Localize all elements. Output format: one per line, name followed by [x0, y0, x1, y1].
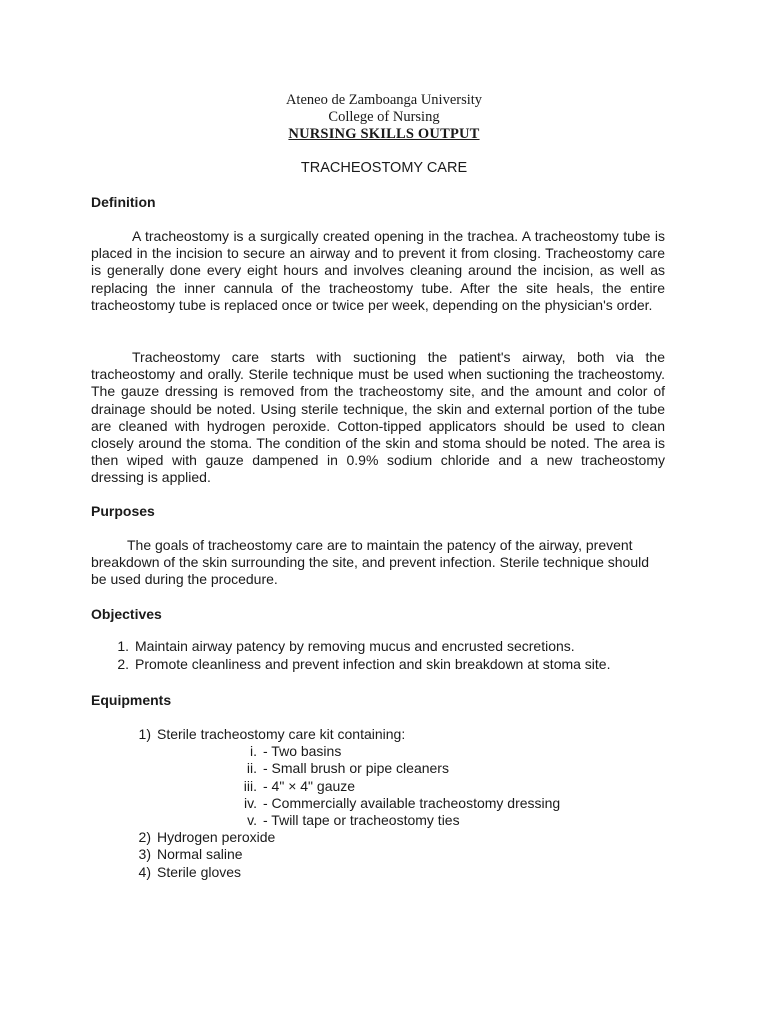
- list-item-number: 2.: [117, 655, 129, 672]
- output-title: NURSING SKILLS OUTPUT: [288, 126, 480, 142]
- list-item: [91, 864, 691, 881]
- list-item-number: 4): [138, 863, 151, 880]
- sublist-item-text: - Commercially available tracheostomy dressing: [263, 794, 561, 811]
- definition-paragraph-2: Tracheostomy care starts with suctioning the patient's airway, both via the tracheostomy and orally. Sterile technique must be used when suctioning the tracheostomy. The gauze dressing is removed from the tracheostomy site, and the amount and color of drainage should be noted. Using sterile technique, the skin and external portion of the tube are cleaned with hydrogen peroxide. Cotton-tipped applicators should be used to clean closely around the stoma. The condition of the skin and stoma should be noted. The area is then wiped with gauze dampened in 0.9% sodium chloride and a new tracheostomy dressing is applied.: [91, 349, 665, 486]
- list-item-text: Normal saline: [157, 846, 243, 863]
- list-item-text: Hydrogen peroxide: [157, 829, 276, 846]
- college-name: College of Nursing: [328, 109, 440, 125]
- objectives-heading: Objectives: [91, 606, 162, 622]
- equipments-list: [91, 726, 691, 881]
- list-item: [91, 638, 691, 656]
- equipments-heading: Equipments: [91, 692, 172, 708]
- document-title: TRACHEOSTOMY CARE: [300, 160, 468, 176]
- sublist-item: [91, 812, 691, 829]
- purposes-paragraph: The goals of tracheostomy care are to maintain the patency of the airway, prevent breakdown of the skin surrounding the site, and prevent infection. Sterile technique should be used during the procedure.: [91, 537, 650, 588]
- list-item: [91, 726, 691, 743]
- sublist-item-number: iv.: [244, 794, 257, 811]
- list-item: [91, 829, 691, 846]
- sublist-item: [91, 778, 691, 795]
- definition-paragraph-1: A tracheostomy is a surgically created opening in the trachea. A tracheostomy tube is placed in the incision to secure an airway and to prevent it from closing. Tracheostomy care is generally done every eight hours and involves cleaning around the incision, as well as replacing the inner cannula of the tracheostomy tube. After the site heals, the entire tracheostomy tube is replaced once or twice per week, depending on the physician's order.: [91, 228, 665, 313]
- list-item-number: 3): [138, 846, 151, 863]
- list-item-text: Sterile gloves: [157, 863, 242, 880]
- sublist-item-number: i.: [250, 743, 257, 760]
- sublist-item-number: v.: [247, 812, 257, 829]
- list-item-number: 1): [138, 726, 151, 742]
- definition-heading: Definition: [91, 194, 156, 210]
- list-item: [91, 846, 691, 863]
- sublist-item-number: iii.: [243, 777, 257, 794]
- sublist-item-text: - Twill tape or tracheostomy ties: [263, 812, 460, 829]
- list-item-text: Promote cleanliness and prevent infection and skin breakdown at stoma site.: [135, 655, 611, 672]
- sublist-item: [91, 760, 691, 777]
- sublist-item-number: ii.: [246, 760, 257, 777]
- list-item: [91, 656, 691, 674]
- sublist-item: [91, 743, 691, 760]
- list-item-number: 1.: [117, 638, 129, 654]
- objectives-list: [91, 638, 691, 673]
- university-name: Ateneo de Zamboanga University: [285, 92, 483, 108]
- list-item-text: Maintain airway patency by removing mucus and encrusted secretions.: [135, 638, 575, 654]
- list-item-text: Sterile tracheostomy care kit containing:: [157, 726, 406, 742]
- kit-sublist: [91, 743, 691, 829]
- sublist-item-text: - Two basins: [263, 743, 342, 760]
- purposes-heading: Purposes: [91, 503, 155, 519]
- list-item-number: 2): [138, 829, 151, 846]
- sublist-item-text: - 4" × 4" gauze: [263, 777, 356, 794]
- sublist-item-text: - Small brush or pipe cleaners: [263, 760, 449, 777]
- sublist-item: [91, 795, 691, 812]
